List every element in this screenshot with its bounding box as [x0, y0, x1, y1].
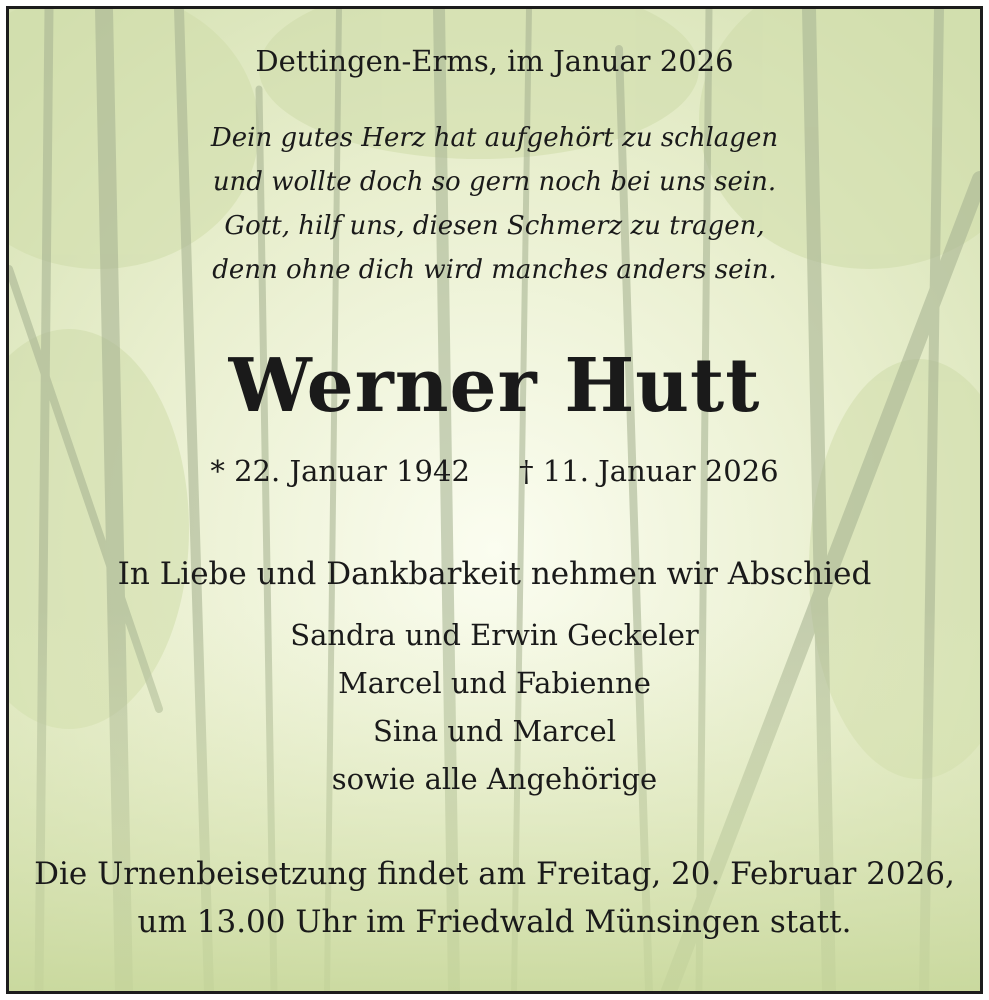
mourner-name: Sandra und Erwin Geckeler: [290, 618, 699, 652]
mourner-name: sowie alle Angehörige: [331, 762, 658, 796]
life-dates: [9, 454, 980, 488]
poem-line: denn ohne dich wird manches anders sein.: [212, 255, 777, 285]
obituary-notice: [6, 6, 983, 994]
farewell-text: In Liebe und Dankbarkeit nehmen wir Abschied: [117, 556, 872, 592]
poem-line: und wollte doch so gern noch bei uns sein.: [212, 167, 777, 197]
poem-line: Gott, hilf uns, diesen Schmerz zu tragen,: [224, 211, 765, 241]
death-date: † 11. Januar 2026: [519, 454, 779, 488]
mourner-name: Marcel und Fabienne: [338, 666, 651, 700]
deceased-name: Werner Hutt: [228, 343, 761, 429]
forest-background-image: [9, 9, 980, 991]
birth-date: * 22. Januar 1942: [210, 454, 470, 488]
ceremony-text: Die Urnenbeisetzung findet am Freitag, 20. Februar 2026,: [34, 856, 955, 892]
place-date: Dettingen-Erms, im Januar 2026: [255, 44, 734, 78]
poem-line: Dein gutes Herz hat aufgehört zu schlagen: [210, 123, 779, 153]
mourner-name: Sina und Marcel: [373, 714, 616, 748]
ceremony-text: um 13.00 Uhr im Friedwald Münsingen statt.: [137, 904, 852, 940]
